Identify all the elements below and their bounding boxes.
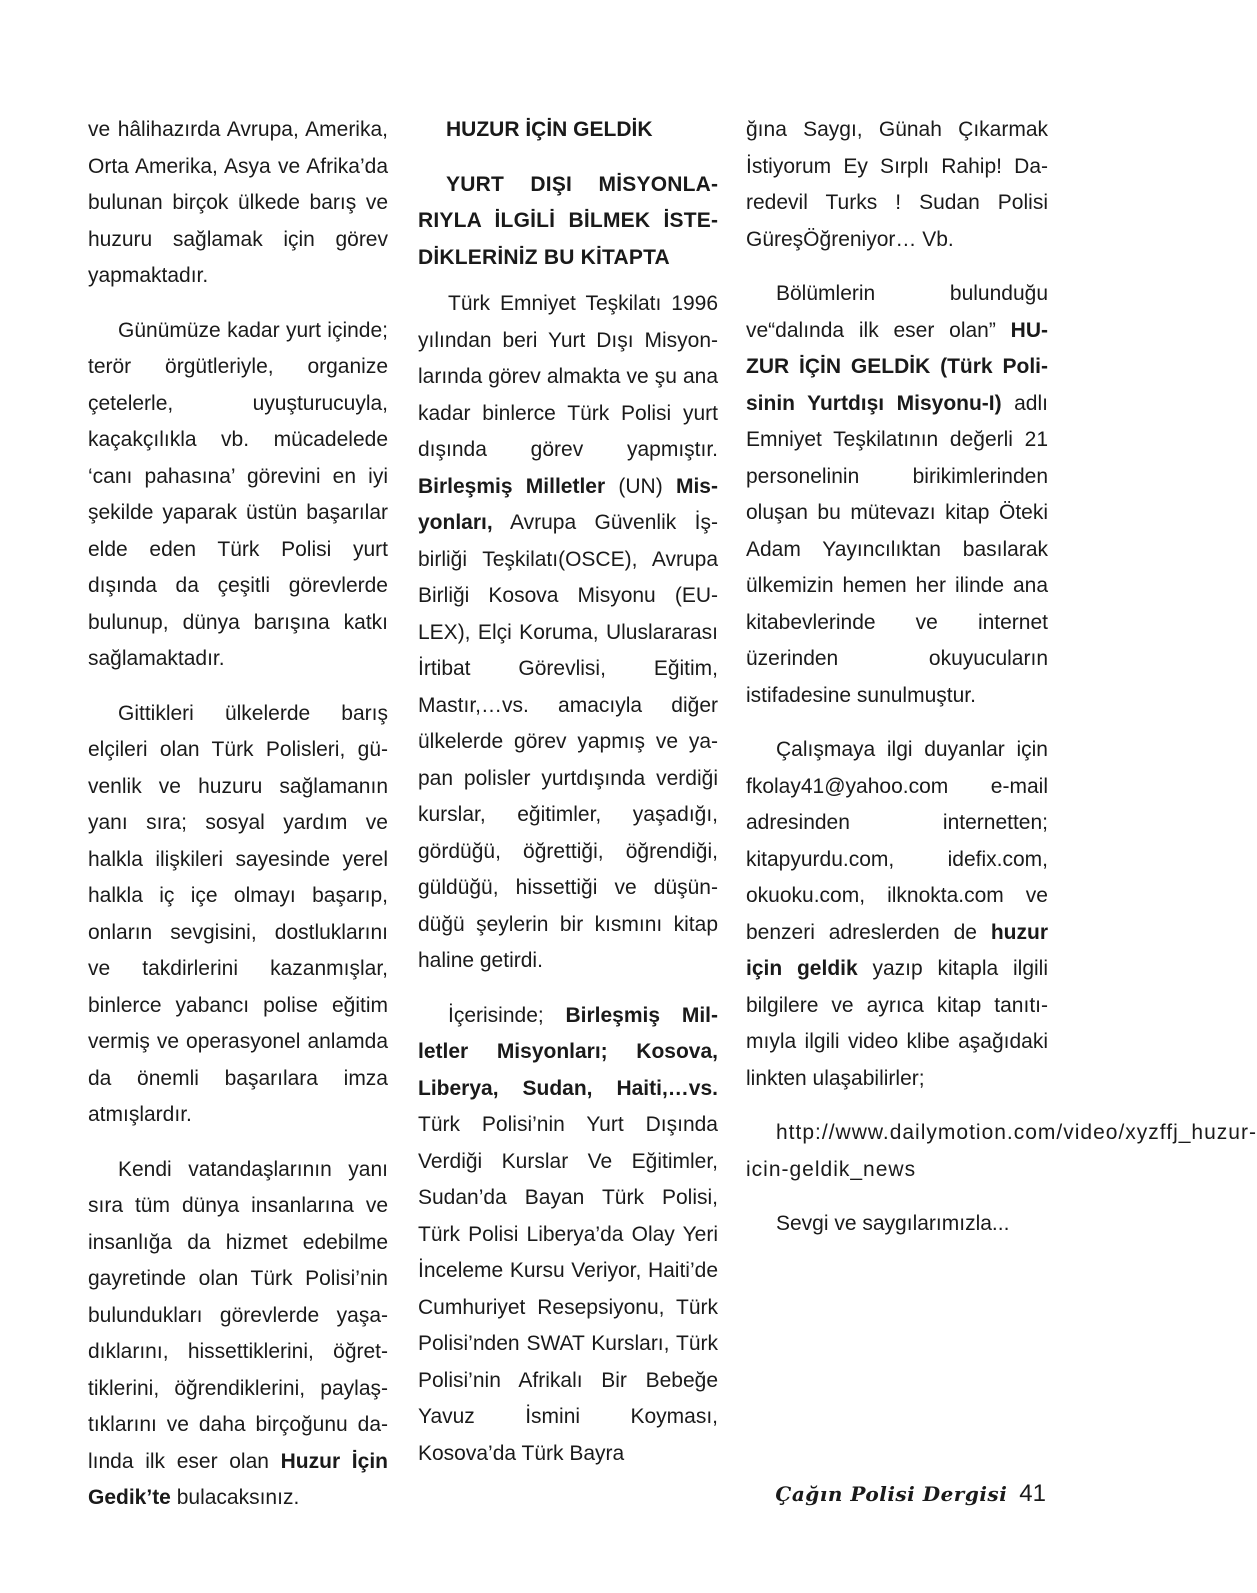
bold-text: HUZUR İÇİN GELDİK (Türk Polisinin Yurtdışı Misyonu-I) [746, 318, 1048, 415]
paragraph: ğına Saygı, Günah Çıkarmak İstiyorum Ey Sırplı Rahip! Daredevil Turks ! Sudan Polisi GüreşÖğreniyor… Vb. [746, 118, 1048, 251]
page-number: 41 [1019, 1480, 1046, 1507]
paragraph-text: Bölümlerin bulunduğu ve“dalında ilk eser olan” [746, 282, 1048, 342]
paragraph [88, 1152, 388, 1517]
paragraph-text: yazıp kitapla ilgili bilgilere ve ayrıca kitap tanıtımıyla ilgili video klibe aşağıdaki linkten ulaşabilirler; [746, 957, 1048, 1090]
paragraph: Günümüze kadar yurt içinde; terör örgütleriyle, organize çetelerle, uyuşturucuyla, kaçakçılıkla vb. mücadelede ‘canı pahasına’ görevini en iyi şekilde yaparak üstün başarılar elde eden Türk Polisi yurt dışında da çeşitli görevlerde bulunup, dünya barışına katkı sağlamaktadır. [88, 318, 388, 670]
paragraph: ve hâlihazırda Avrupa, Amerika, Orta Amerika, Asya ve Afrika’da bulunan birçok ülkede barış ve huzuru sağlamak için görev yapmaktadır. [88, 118, 388, 287]
paragraph [418, 286, 718, 980]
paragraph-text: Türk Emniyet Teşkilatı 1996 yılından beri Yurt Dışı Misyonlarında görev almakta ve şu ana kadar binlerce Türk Polisi yurt dışında görev yapmıştır. [418, 292, 718, 461]
paragraph [418, 998, 718, 1473]
paragraph-text: bulacaksınız. [170, 1486, 300, 1509]
column-1 [88, 112, 388, 1535]
paragraph-text: İçerisinde; [448, 1003, 566, 1027]
closing-line: Sevgi ve saygılarımızla... [776, 1212, 1010, 1235]
section-heading: HUZUR İÇİN GELDİK [446, 118, 653, 141]
bold-text: Birleşmiş Milletler [418, 474, 606, 498]
video-link[interactable]: http://www.dailymotion.com/video/xyzffj_huzur-icin-geldik_news [746, 1121, 1257, 1181]
bold-text: huzur için geldik [746, 920, 1048, 980]
page-footer [775, 1480, 1046, 1508]
magazine-name: Çağın Polisi Dergisi [775, 1482, 1008, 1506]
section-subheading: YURT DIŞI MİSYONLARIYLA İLGİLİ BİLMEK İSTEDİKLERİNİZ BU KİTAPTA [418, 172, 718, 269]
paragraph-text: adlı Emniyet Teşkilatının değerli 21 personelinin birikimlerinden oluşan bu mütevazı kitap Öteki Adam Yayıncılıktan basılarak ülkemizin hemen her ilinde ana kitabevlerinde ve internet üzerinden okuyucuların istifadesine sunulmuştur. [746, 391, 1048, 707]
paragraph-text: (UN) [605, 474, 676, 498]
paragraph: Gittikleri ülkelerde barış elçileri olan Türk Polisleri, güvenlik ve huzuru sağlamanın yanı sıra; sosyal yardım ve halkla ilişkileri sayesinde yerel halkla iç içe olmayı başarıp, onların sevgisini, dostluklarını ve takdirlerini kazanmışlar, binlerce yabancı polise eğitim vermiş ve operasyonel anlamda da önemli başarılara imza atmışlardır. [88, 701, 388, 1126]
bold-text: Birleşmiş Milletler Misyonları; Kosova, Liberya, Sudan, Haiti,…vs. [418, 1003, 718, 1100]
paragraph-text: Çalışmaya ilgi duyanlar için fkolay41@yahoo.com e-mail adresinden internetten; kitapyurdu.com, idefix.com, okuoku.com, ilknokta.com ve benzeri adreslerden de [746, 738, 1048, 944]
paragraph-text: Avrupa Güvenlik İşbirliği Teşkilatı(OSCE), Avrupa Birliği Kosova Misyonu (EULEX), Elçi Koruma, Uluslararası İrtibat Görevlisi, Eğitim, Mastır,…vs. amacıyla diğer ülkelerde görev yapmış ve yapan polisler yurtdışında verdiği kurslar, eğitimler, yaşadığı, gördüğü, öğrettiği, öğrendiği, güldüğü, hissettiği ve düşündüğü şeylerin bir kısmını kitap haline getirdi. [418, 511, 718, 972]
book-title-bold: Huzur İçin Gedik’te [88, 1449, 388, 1509]
bold-text: Misyonları, [418, 474, 718, 534]
column-2 [418, 112, 718, 1490]
paragraph-text: Kendi vatandaşlarının yanı sıra tüm dünya insanlarına ve insanlığa da hizmet edebilme gayretinde olan Türk Polisi’nin bulundukları görevlerde yaşadıklarını, hissettiklerini, öğrettiklerini, öğrendiklerini, paylaştıklarını ve daha birçoğunu dalında ilk eser olan [88, 1157, 388, 1473]
paragraph [746, 276, 1048, 714]
column-3 [746, 112, 1257, 1261]
paragraph [746, 732, 1048, 1097]
paragraph-text: Türk Polisi’nin Yurt Dışında Verdiği Kurslar Ve Eğitimler, Sudan’da Bayan Türk Polisi, Türk Polisi Liberya’da Olay Yeri İnceleme Kursu Veriyor, Haiti’de Cumhuriyet Resepsiyonu, Türk Polisi’nden SWAT Kursları, Türk Polisi’nin Afrikalı Bir Bebeğe Yavuz İsmini Koyması, Kosova’da Türk Bayra [418, 1113, 718, 1465]
